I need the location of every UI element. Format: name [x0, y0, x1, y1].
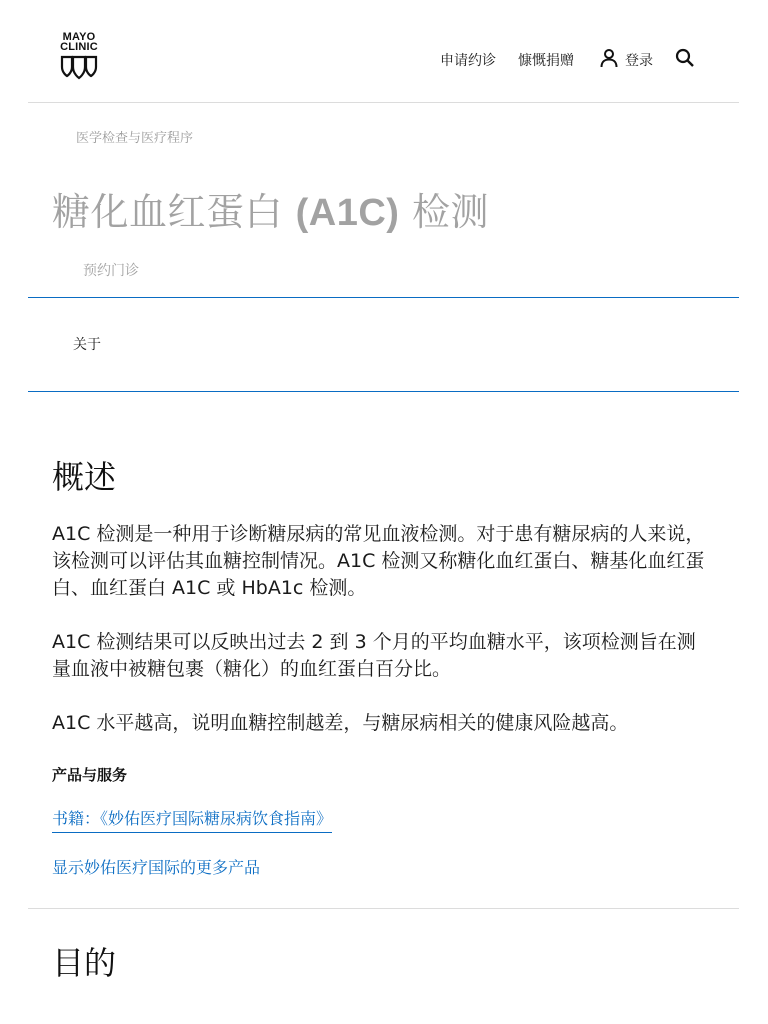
logo-line1: MAYO [62, 31, 96, 43]
tab-about[interactable]: 关于 [73, 337, 101, 353]
mayo-clinic-logo[interactable] [56, 32, 102, 90]
more-products-link[interactable]: 显示妙佑医疗国际的更多产品 [52, 858, 261, 877]
title-part-3: 检测 [399, 190, 490, 234]
purpose-heading: 目的 [52, 944, 117, 982]
appointment-link[interactable]: 预约门诊 [83, 263, 139, 279]
site-header [28, 0, 739, 103]
shield-logo-icon [59, 54, 99, 80]
login-label: 登录 [625, 53, 653, 69]
title-part-2: (A1C) [295, 192, 400, 234]
donate-link[interactable]: 慷慨捐赠 [518, 53, 574, 69]
page-title [52, 181, 489, 236]
user-icon [600, 48, 618, 72]
overview-heading: 概述 [52, 458, 117, 496]
products-services-label: 产品与服务 [52, 766, 128, 784]
logo-line2: CLINIC [60, 41, 98, 53]
login-button[interactable] [600, 48, 653, 72]
top-nav [418, 46, 695, 74]
book-link[interactable]: 书籍：《妙佑医疗国际糖尿病饮食指南》 [52, 806, 332, 833]
section-tabbar [28, 297, 739, 392]
overview-paragraph-2: A1C 检测结果可以反映出过去 2 到 3 个月的平均血糖水平，该项检测旨在测量血液中被糖包裹（糖化）的血红蛋白百分比。 [52, 631, 696, 680]
breadcrumb[interactable]: 医学检查与医疗程序 [76, 131, 194, 146]
overview-paragraph-1: A1C 检测是一种用于诊断糖尿病的常见血液检测。对于患有糖尿病的人来说，该检测可以评估其血糖控制情况。A1C 检测又称糖化血红蛋白、糖基化血红蛋白、血红蛋白 A1C 或 HbA1c 检测。 [52, 523, 705, 599]
search-icon[interactable] [675, 48, 695, 72]
overview-paragraph-3: A1C 水平越高，说明血糖控制越差，与糖尿病相关的健康风险越高。 [52, 712, 629, 734]
section-divider [28, 908, 739, 909]
title-part-1: 糖化血红蛋白 [52, 190, 296, 234]
request-appointment-link[interactable]: 申请约诊 [440, 53, 496, 69]
